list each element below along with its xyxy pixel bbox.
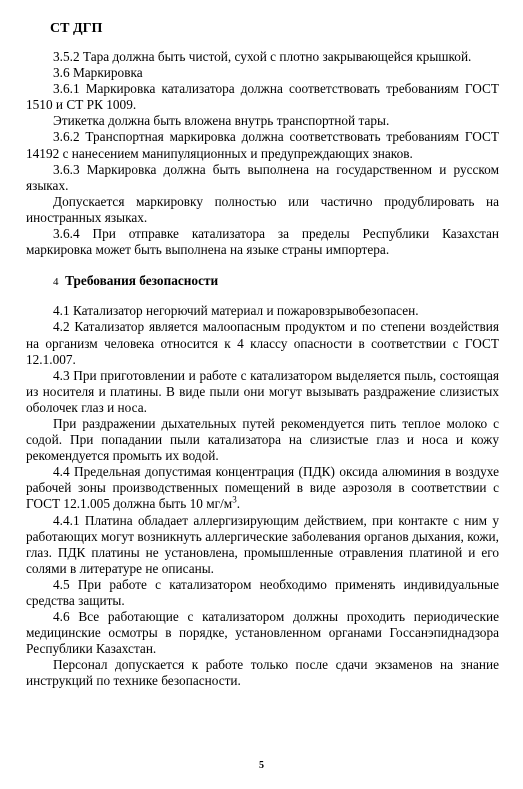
paragraph: 3.6.2 Транспортная маркировка должна соответствовать требованиям ГОСТ 14192 с нанесением манипуляционных и предупреждающих знаков. bbox=[26, 129, 499, 161]
paragraph: 4.3 При приготовлении и работе с катализатором выделяется пыль, состоящая из носителя и платины. В виде пыли они могут вызывать раздражение слизистых оболочек глаз и носа. bbox=[26, 367, 499, 415]
paragraph: 4.5 При работе с катализатором необходимо применять индивидуальные средства защиты. bbox=[26, 576, 499, 608]
paragraph: 4.1 Катализатор негорючий материал и пожаровзрывобезопасен. bbox=[53, 303, 419, 319]
paragraph bbox=[26, 464, 499, 512]
paragraph: 3.5.2 Тара должна быть чистой, сухой с плотно закрывающейся крышкой. bbox=[53, 49, 472, 64]
paragraph: 3.6 Маркировка bbox=[53, 65, 143, 81]
paragraph: Этикетка должна быть вложена внутрь транспортной тары. bbox=[53, 113, 390, 129]
document-body bbox=[26, 49, 499, 690]
paragraph: Допускается маркировку полностью или частично продублировать на иностранных языках. bbox=[26, 193, 499, 225]
document-header: СТ ДГП bbox=[50, 21, 103, 36]
section-title: Требования безопасности bbox=[65, 273, 219, 289]
paragraph-text: 4.4 Предельная допустимая концентрация (ПДК) оксида алюминия в воздухе рабочей зоны производственных помещений в виде аэрозоля в соответствии с ГОСТ 12.1.005 должна быть 10 мг/м bbox=[26, 464, 499, 512]
paragraph: Персонал допускается к работе только после сдачи экзаменов на знание инструкций по технике безопасности. bbox=[26, 657, 499, 689]
paragraph: При раздражении дыхательных путей рекомендуется пить теплое молоко с содой. При попадании пыли катализатора на слизистые глаз и носа и кожу рекомендуется промыть их водой. bbox=[26, 415, 499, 464]
superscript: 3 bbox=[232, 495, 237, 506]
paragraph-end: . bbox=[236, 496, 241, 512]
page-number: 5 bbox=[259, 760, 264, 771]
paragraph: 4.4.1 Платина обладает аллергизирующим действием, при контакте с ним у работающих могут возникнуть аллергические заболевания органов дыхания, кожи, глаз. ПДК платины не установлена, промышленные отравления платиной и его солями в литературе не описаны. bbox=[26, 512, 499, 576]
paragraph: 3.6.4 При отправке катализатора за пределы Республики Казахстан маркировка может быть выполнена на языке страны импортера. bbox=[26, 226, 499, 258]
paragraph: 3.6.3 Маркировка должна быть выполнена на государственном и русском языках. bbox=[26, 161, 499, 193]
section-heading bbox=[26, 273, 499, 290]
paragraph: 4.6 Все работающие с катализатором должны проходить периодические медицинские осмотры в порядке, установленном органами Госсанэпиднадзора Республики Казахстан. bbox=[26, 609, 499, 657]
paragraph: 4.2 Катализатор является малоопасным продуктом и по степени воздействия на организм человека относится к 4 классу опасности в соответствии с ГОСТ 12.1.007. bbox=[26, 319, 499, 367]
section-number: 4 bbox=[53, 276, 59, 289]
paragraph: 3.6.1 Маркировка катализатора должна соответствовать требованиям ГОСТ 1510 и СТ РК 1009. bbox=[26, 81, 499, 113]
